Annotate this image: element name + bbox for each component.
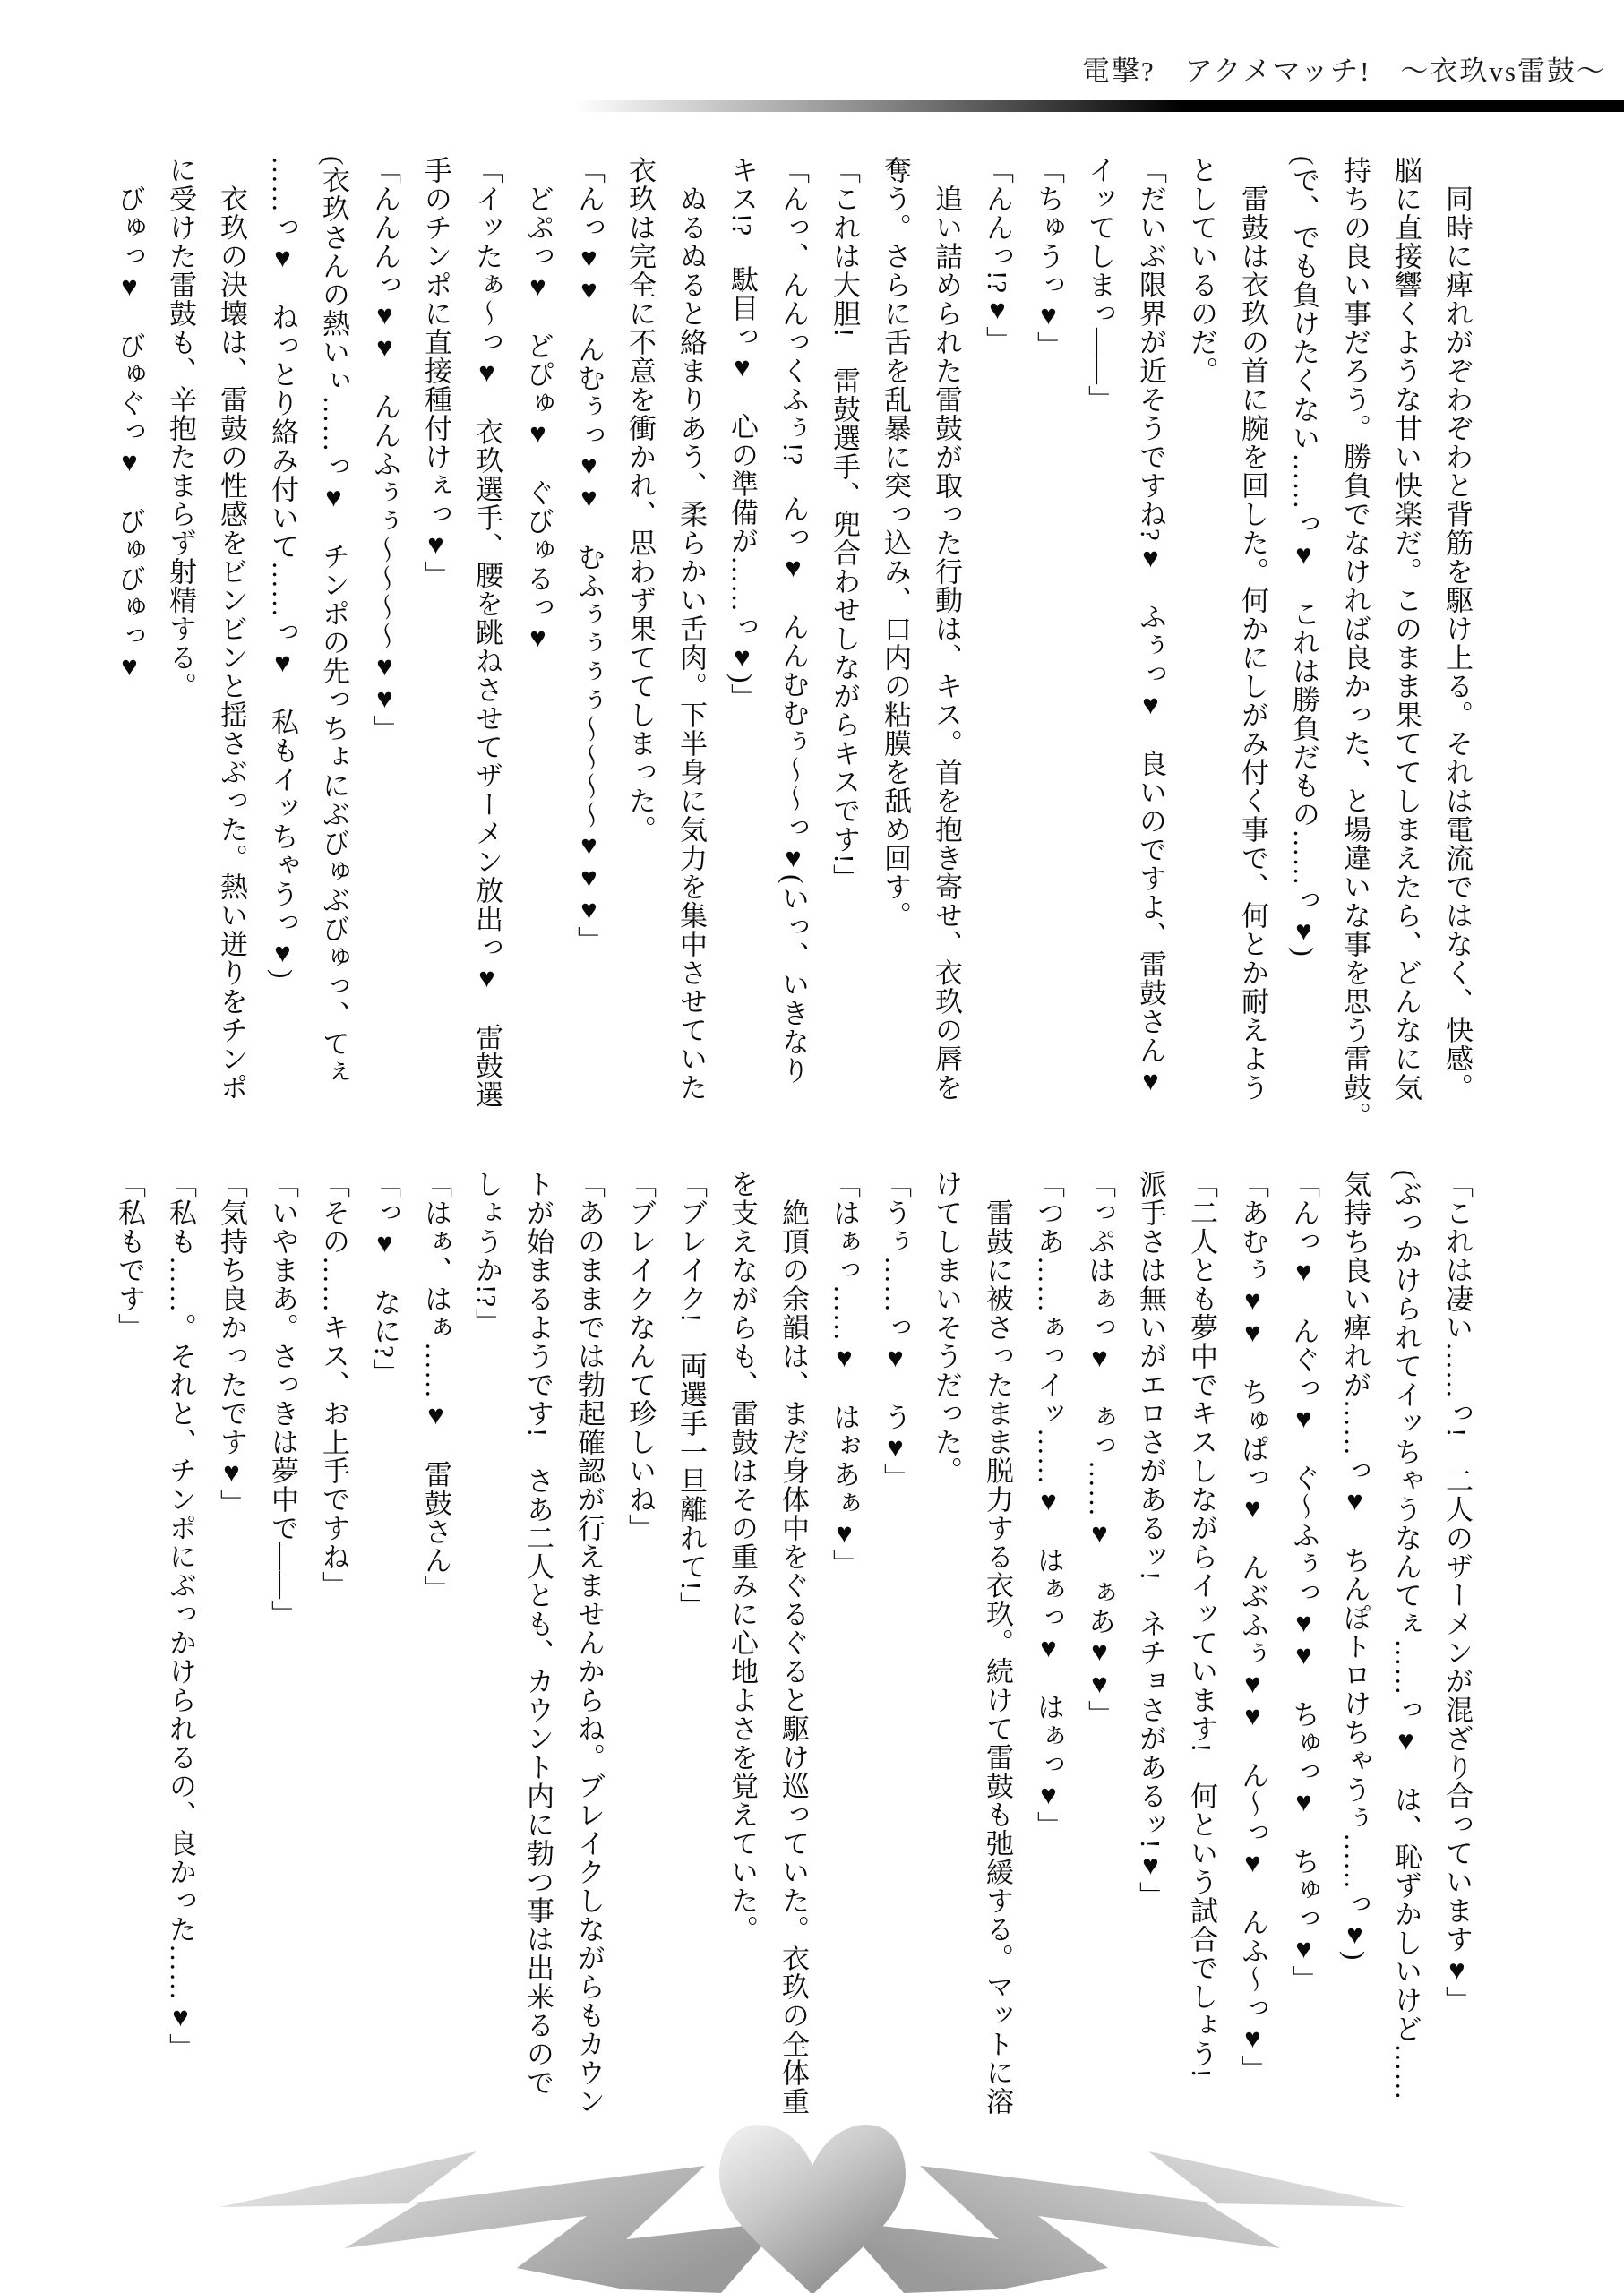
text-column: 「んんっ!?♥」 — [982, 156, 1013, 356]
text-column: 雷鼓は衣玖の首に腕を回した。何かにしがみ付く事で、何とか耐えよう — [1237, 156, 1268, 1102]
text-column: 「私も……。それと、チンポにぶっかけられるの、良かった……♥」 — [165, 1170, 196, 2062]
text-column: 「いやまあ。さっきは夢中で――」 — [267, 1170, 298, 1628]
text-block-bottom — [104, 1170, 1482, 2157]
text-column: 気持ち良い痺れが……っ♥ ちんぽトロけちゃうぅ……っ♥) — [1339, 1170, 1371, 1962]
text-column: 「んんんっ♥♥ んんふぅぅ〜〜〜〜♥♥」 — [369, 156, 400, 743]
lightning-right-icon — [841, 2151, 1405, 2293]
text-block-top — [104, 156, 1482, 1136]
text-column: 「あのままでは勃起確認が行えませんからね。ブレイクしながらもカウン — [573, 1170, 605, 2116]
text-column: 「二人とも夢中でキスしながらイッています! 何という試合でしょう! — [1186, 1170, 1217, 2079]
text-column: (衣玖さんの熱いぃ……っ♥ チンポの先っちょにぶびゅぶびゅっ、てぇ — [318, 156, 349, 1087]
text-column: 「っ♥ なに?」 — [369, 1170, 400, 1387]
text-column: としているのだ。 — [1186, 156, 1217, 385]
text-column: 「これは大胆! 雷鼓選手、兜合わせしながらキスです!」 — [829, 156, 860, 893]
text-column: 「イッたぁ〜っ♥ 衣玖選手、腰を跳ねさせてザーメン放出っ♥ 雷鼓選 — [471, 156, 503, 1109]
text-column: 「はぁっ……♥ はぉあぁ♥」 — [829, 1170, 860, 1578]
text-column: びゅっ♥ びゅぐっ♥ びゅびゅっ♥ — [114, 156, 145, 683]
text-column: トが始まるようです! さあ二人とも、カウント内に勃つ事は出来るので — [522, 1170, 554, 2098]
text-column: を支えながらも、雷鼓はその重みに心地よさを覚えていた。 — [726, 1170, 758, 1944]
text-column: 「ブレイクなんて珍しいね」 — [624, 1170, 656, 1542]
text-column: 絶頂の余韻は、まだ身体中をぐるぐると駆け巡っていた。衣玖の全体重 — [778, 1170, 809, 2116]
text-column: けてしまいそうだった。 — [931, 1170, 962, 1485]
text-column: 「私もです」 — [114, 1170, 145, 1342]
text-column: 「はぁ、はぁ……♥ 雷鼓さん」 — [420, 1170, 451, 1603]
text-column: 「あむぅ♥♥ ちゅぱっ♥ んぶふぅ♥♥ ん〜っ♥ んふ〜っ♥」 — [1237, 1170, 1268, 2083]
text-column: 「ブレイク! 両選手一旦離れて!」 — [675, 1170, 707, 1620]
text-column: しょうか!?」 — [471, 1170, 503, 1337]
text-column: ぬるぬると絡まりあう、柔らかい舌肉。下半身に気力を集中させていた — [675, 156, 707, 1102]
text-column: (で、でも負けたくない……っ♥ これは勝負だもの……っ♥) — [1288, 156, 1319, 958]
text-column: 「つあ……ぁっイッ……♥ はぁっ♥ はぁっ♥」 — [1033, 1170, 1064, 1840]
text-column: どぷっ♥ どぴゅ♥ ぐびゅるっ♥ — [522, 156, 554, 654]
text-column: 雷鼓に被さったまま脱力する衣玖。続けて雷鼓も弛緩する。マットに溶 — [982, 1170, 1013, 2116]
text-column: 持ちの良い事だろう。勝負でなければ良かった、と場違いな事を思う雷鼓。 — [1339, 156, 1371, 1130]
text-column: キス!? 駄目っ♥ 心の準備が……っ♥)」 — [726, 156, 758, 713]
text-column: 手のチンポに直接種付けぇっ♥」 — [420, 156, 451, 589]
text-column: 「んっ♥ んぐっ♥ ぐ〜ふぅっ♥♥ ちゅっ♥ ちゅっ♥」 — [1288, 1170, 1319, 1994]
text-column: 「ちゅうっ♥」 — [1033, 156, 1064, 360]
page-title: 電撃? アクメマッチ! 〜衣玖vs雷鼓〜 — [1081, 56, 1606, 87]
text-column: 「だいぶ限界が近そうですね?♥ ふぅっ♥ 良いのですよ、雷鼓さん♥ — [1135, 156, 1166, 1097]
text-column: イッてしまっ――」 — [1084, 156, 1115, 414]
lightning-left-icon — [219, 2151, 784, 2293]
header-divider — [573, 100, 1624, 112]
text-column: 「うぅ……っ♥ う♥」 — [880, 1170, 911, 1492]
text-column: 同時に痺れがぞわぞわと背筋を駆け上る。それは電流ではなく、快感。 — [1441, 156, 1473, 1102]
text-column: 奪う。さらに舌を乱暴に突っ込み、口内の粘膜を舐め回す。 — [880, 156, 911, 930]
text-column: 「その……キス、お上手ですね」 — [318, 1170, 349, 1600]
text-column: 「んっ♥♥ んむぅっ♥♥ むふぅぅぅぅ〜〜〜〜♥♥♥」 — [573, 156, 605, 955]
text-column: 派手さは無いがエロさがあるッ! ネチョさがあるッ!♥」 — [1135, 1170, 1166, 1911]
text-column: 「っぷはぁっ♥ ぁっ……♥ ぁあ♥♥」 — [1084, 1170, 1115, 1729]
text-column: 衣玖は完全に不意を衝かれ、思わず果ててしまった。 — [624, 156, 656, 844]
text-column: ……っ♥ ねっとり絡み付いて……っ♥ 私もイッちゃうっ♥) — [267, 156, 298, 980]
text-column: 衣玖の決壊は、雷鼓の性感をビンビンと揺さぶった。熱い迸りをチンポ — [216, 156, 247, 1102]
text-column: 追い詰められた雷鼓が取った行動は、キス。首を抱き寄せ、衣玖の唇を — [931, 156, 962, 1102]
heart-lightning-graphic — [203, 2114, 1422, 2293]
text-column: 脳に直接響くような甘い快楽だ。このまま果ててしまえたら、どんなに気 — [1390, 156, 1422, 1102]
heart-icon — [719, 2125, 906, 2293]
text-column: に受けた雷鼓も、辛抱たまらず射精する。 — [165, 156, 196, 700]
text-column: 「気持ち良かったです♥」 — [216, 1170, 247, 1517]
text-column: (ぶっかけられてイッちゃうなんてぇ……っ♥ は、恥ずかしいけど…… — [1390, 1170, 1422, 2101]
text-column: 「これは凄い……っ! 二人のザーメンが混ざり合っています♥」 — [1441, 1170, 1473, 2015]
text-column: 「んっ、んんっくふぅ!? んっ♥ んんむむぅ〜〜っ♥(いっ、いきなり — [778, 156, 809, 1086]
